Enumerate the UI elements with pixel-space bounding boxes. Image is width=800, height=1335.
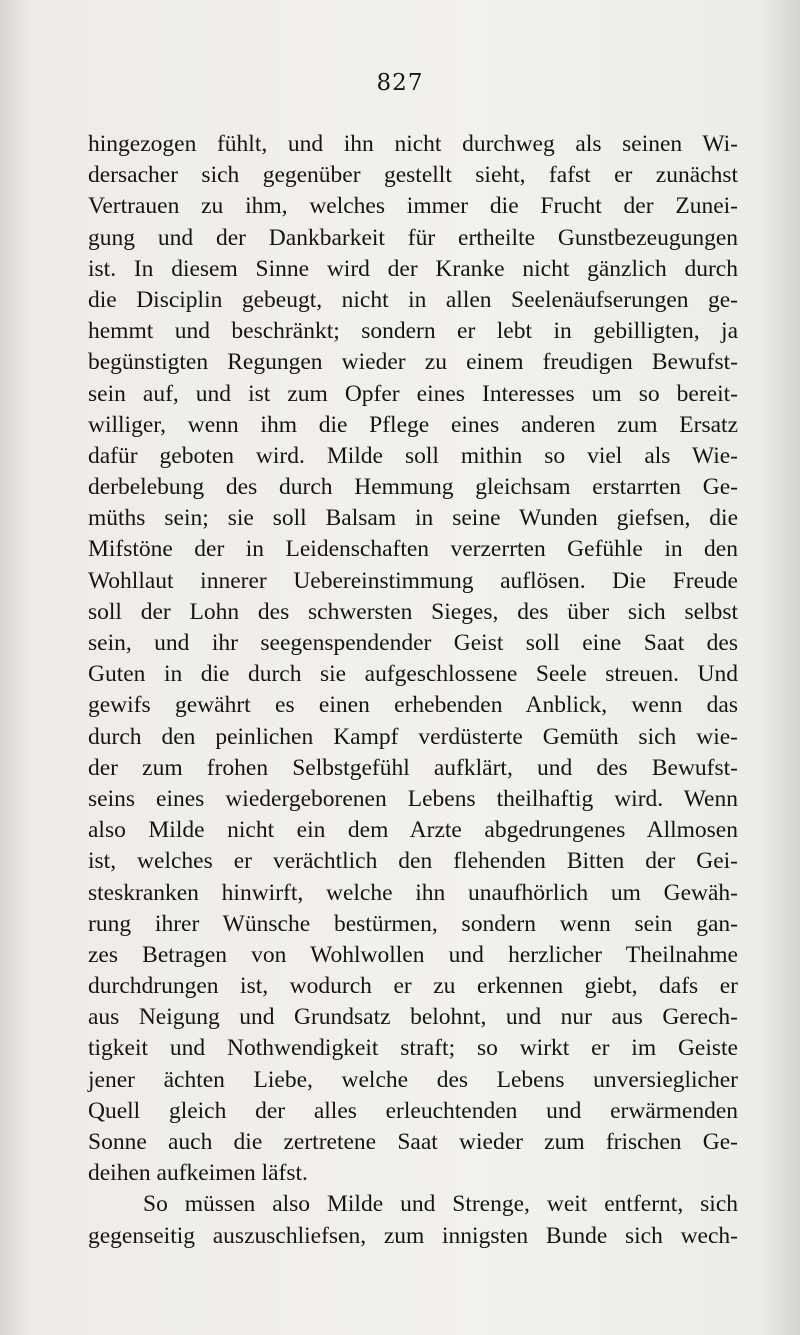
text-line: Quell gleich der alles erleuchtenden und erwärmenden	[88, 1097, 738, 1124]
text-line: sein, und ihr seegenspendender Geist soll eine Saat des	[88, 630, 738, 656]
text-line: seins eines wiedergeborenen Lebens theilhaftig wird. Wenn	[88, 785, 738, 812]
text-line: gegenseitig auszuschliefsen, zum innigsten Bunde sich wech-	[88, 1222, 738, 1249]
text-line: gewifs gewährt es einen erhebenden Anblick, wenn das	[88, 692, 738, 719]
text-line: williger, wenn ihm die Pflege eines anderen zum Ersatz	[88, 411, 738, 438]
text-line: aus Neigung und Grundsatz belohnt, und nur aus Gerech-	[88, 1004, 738, 1031]
page-edge-shadow	[760, 0, 800, 1335]
text-line: Sonne auch die zertretene Saat wieder zum frischen Ge-	[88, 1129, 738, 1155]
text-line: ist. In diesem Sinne wird der Kranke nicht gänzlich durch	[88, 255, 738, 282]
text-line: der zum frohen Selbstgefühl aufklärt, und des Bewufst-	[88, 754, 738, 781]
text-line: Wohllaut innerer Uebereinstimmung auflösen. Die Freude	[88, 567, 738, 594]
text-line: dafür geboten wird. Milde soll mithin so viel als Wie-	[88, 442, 738, 469]
text-line: begünstigten Regungen wieder zu einem freudigen Bewufst-	[88, 349, 738, 376]
paragraph-end-line: deihen aufkeimen läfst.	[88, 1160, 308, 1187]
text-line: Guten in die durch sie aufgeschlossene Seele streuen. Und	[88, 661, 738, 688]
page-number: 827	[376, 70, 424, 96]
text-line: durchdrungen ist, wodurch er zu erkennen giebt, dafs er	[88, 973, 738, 1000]
text-line: steskranken hinwirft, welche ihn unaufhörlich um Gewäh-	[88, 879, 738, 906]
text-line: also Milde nicht ein dem Arzte abgedrungenes Allmosen	[88, 817, 738, 844]
text-line: müths sein; sie soll Balsam in seine Wunden giefsen, die	[88, 505, 738, 532]
text-line: Mifstöne der in Leidenschaften verzerrten Gefühle in den	[88, 536, 738, 563]
text-line: Vertrauen zu ihm, welches immer die Frucht der Zunei-	[88, 193, 738, 220]
text-line: tigkeit und Nothwendigkeit straft; so wirkt er im Geiste	[88, 1035, 738, 1062]
text-line: dersacher sich gegenüber gestellt sieht, fafst er zunächst	[88, 162, 738, 189]
text-line: durch den peinlichen Kampf verdüsterte Gemüth sich wie-	[88, 723, 738, 750]
text-line: hemmt und beschränkt; sondern er lebt in gebilligten, ja	[88, 318, 738, 345]
text-line: ist, welches er verächtlich den flehenden Bitten der Gei-	[88, 848, 738, 875]
text-line: soll der Lohn des schwersten Sieges, des über sich selbst	[88, 598, 738, 625]
text-line: sein auf, und ist zum Opfer eines Interesses um so bereit-	[88, 380, 738, 407]
text-line: hingezogen fühlt, und ihn nicht durchweg als seinen Wi-	[88, 131, 738, 157]
paragraph-start-line: So müssen also Milde und Strenge, weit entfernt, sich	[143, 1191, 738, 1218]
text-line: jener ächten Liebe, welche des Lebens unversieglicher	[88, 1066, 738, 1093]
body-text	[88, 129, 738, 1252]
text-line: die Disciplin gebeugt, nicht in allen Seelenäufserungen ge-	[88, 286, 738, 313]
text-line: zes Betragen von Wohlwollen und herzlicher Theilnahme	[88, 941, 738, 968]
text-line: gung und der Dankbarkeit für ertheilte Gunstbezeugungen	[88, 224, 738, 251]
text-line: rung ihrer Wünsche bestürmen, sondern wenn sein gan-	[88, 910, 738, 937]
text-line: derbelebung des durch Hemmung gleichsam erstarrten Ge-	[88, 474, 738, 501]
